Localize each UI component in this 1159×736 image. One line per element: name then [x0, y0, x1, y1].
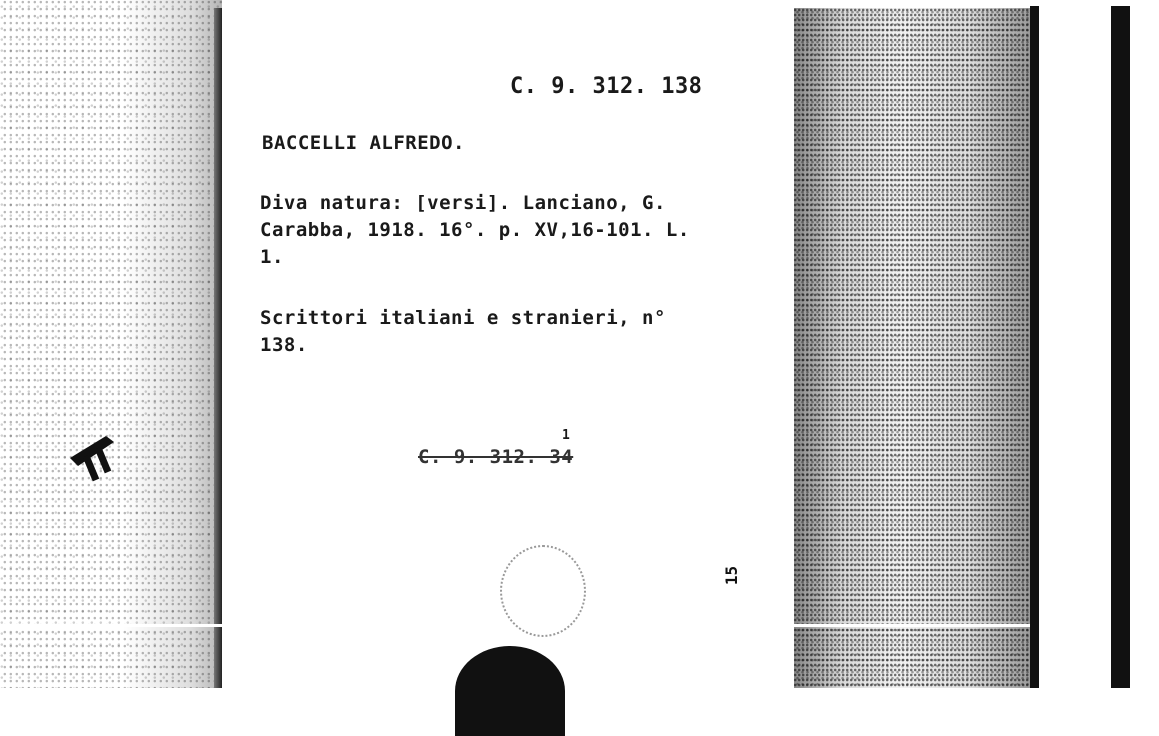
card-left-edge-shadow [214, 8, 222, 688]
scan-line-left [0, 624, 225, 627]
description-line: 1. [260, 246, 284, 268]
author-heading: BACCELLI ALFREDO. [262, 132, 465, 154]
series-note [260, 305, 666, 359]
far-right-dark-edge [1111, 6, 1130, 688]
handwritten-correction: 1 [562, 428, 571, 443]
series-line: Scrittori italiani e stranieri, n° [260, 307, 666, 329]
left-margin-scan-noise [0, 0, 225, 688]
description-line: Carabba, 1918. 16°. p. XV,16-101. L. [260, 219, 690, 241]
left-margin-mark-icon [66, 428, 122, 482]
scan-line-right [794, 624, 1030, 627]
right-dark-edge [1030, 6, 1039, 688]
struck-old-call-number: C. 9. 312. 34 [418, 446, 574, 468]
card-punch-hole [500, 545, 586, 637]
series-line: 138. [260, 334, 308, 356]
description-line: Diva natura: [versi]. Lanciano, G. [260, 192, 666, 214]
call-number: C. 9. 312. 138 [510, 74, 703, 99]
margin-page-number: 15 [722, 565, 742, 586]
card-dark-stamp-shape [455, 646, 565, 736]
bibliographic-description [260, 190, 690, 271]
right-scan-noise-band [794, 8, 1030, 688]
